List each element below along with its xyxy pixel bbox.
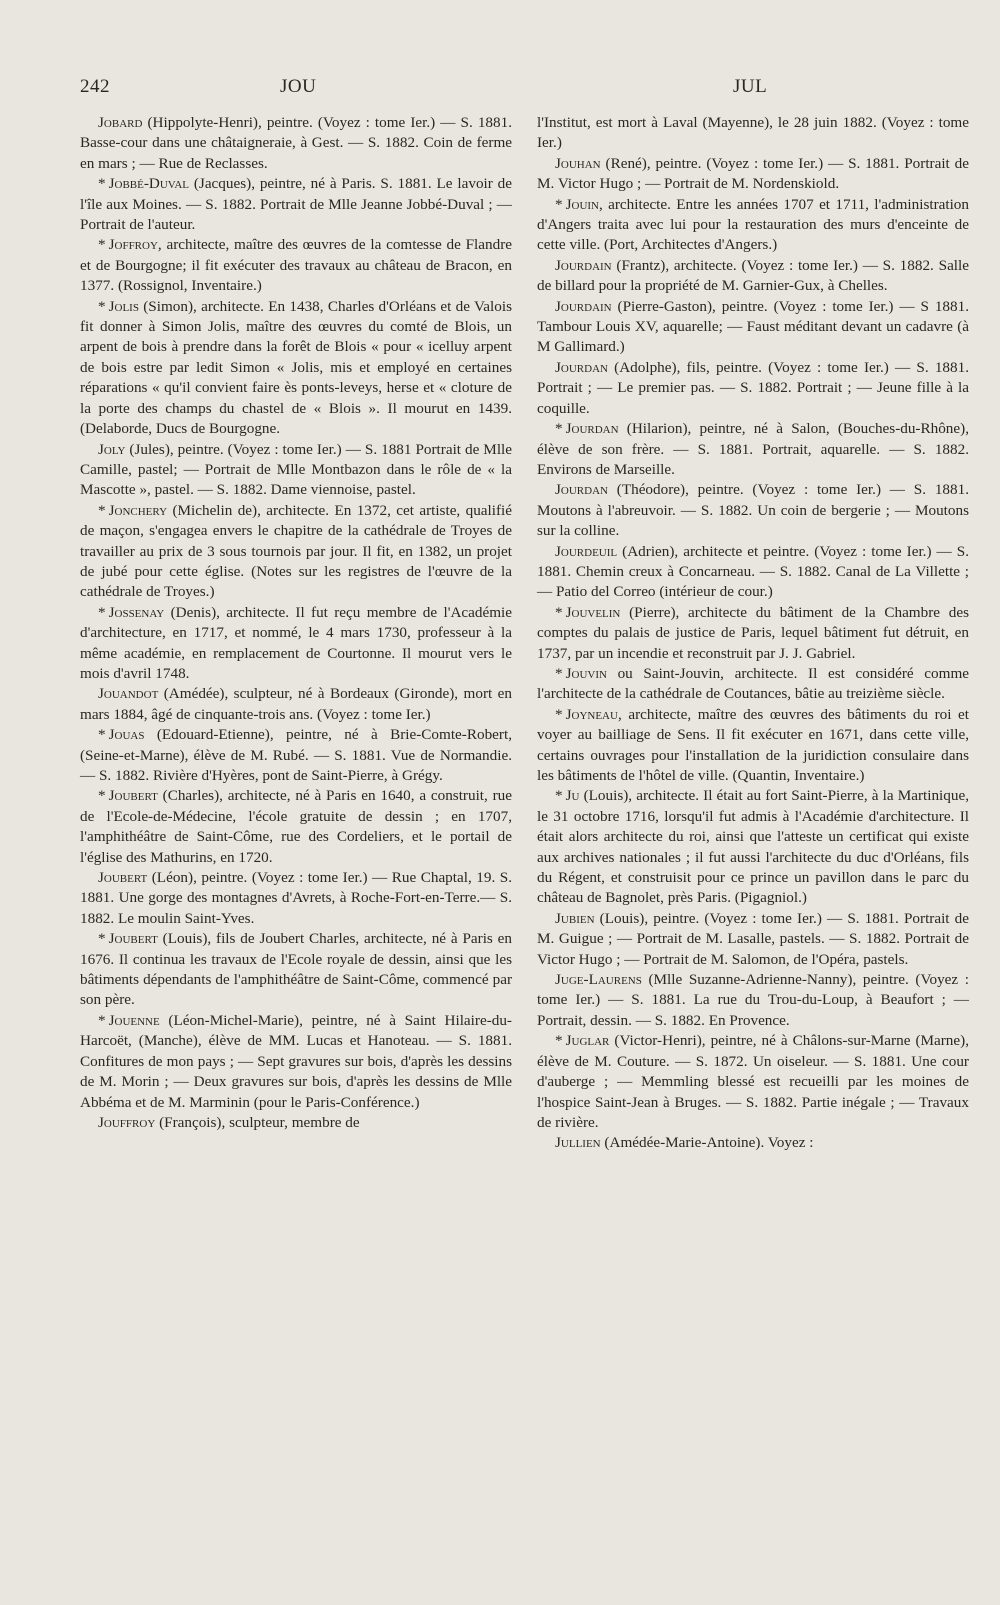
entry-text: (Adolphe), fils, peintre. (Voyez : tome Ier.) — S. 1881. Portrait ; — Le premier pas. — S. 1882. Portrait ; — Jeune fille à la coquille.	[537, 358, 969, 417]
entry-text: (Louis), fils de Joubert Charles, architecte, né à Paris en 1676. Il continua les travaux de l'Ecole royale de dessin, ainsi que les bâtiments dépendants de l'amphithéâtre de Saint-Côme, commencé par son père.	[80, 930, 512, 1009]
entry-text: (Jules), peintre. (Voyez : tome Ier.) — S. 1881 Portrait de Mlle Camille, pastel; — Portrait de Mlle Montbazon dans le rôle de « la Mascotte », pastel. — S. 1882. Dame viennoise, pastel.	[80, 440, 512, 499]
entry-text: , architecte, maître des œuvres de la comtesse de Flandre et de Bourgogne; il fit exécuter des travaux au château de Bracon, en 1377. (Rossignol, Inventaire.)	[80, 236, 512, 295]
entry-name: Jullien	[555, 1134, 601, 1152]
entry-asterisk: *	[555, 420, 563, 438]
entry-text: (Victor-Henri), peintre, né à Châlons-sur-Marne (Marne), élève de M. Couture. — S. 1872. Un oiseleur. — S. 1881. Une cour d'auberge ; — Memmling blessé est recueilli par les moines de l'hospice Saint-Jean à Bruges. — S. 1882. Partie inégale ; — Travaux de rivière.	[537, 1032, 969, 1131]
entry-asterisk: *	[98, 726, 106, 744]
entry-asterisk: *	[98, 1011, 106, 1029]
entry-name: Jouin	[565, 195, 599, 213]
entry-text: (Mlle Suzanne-Adrienne-Nanny), peintre. (Voyez : tome Ier.) — S. 1881. La rue du Trou-du-Loup, à Beaufort ; — Portrait, dessin. — S. 1882. En Provence.	[537, 971, 969, 1029]
running-head-left: JOU	[280, 76, 317, 97]
dictionary-entry	[537, 542, 969, 603]
dictionary-entry	[80, 501, 512, 603]
dictionary-entry	[537, 603, 969, 664]
entry-text: (Amédée), sculpteur, né à Bordeaux (Gironde), mort en mars 1884, âgé de cinquante-trois ans. (Voyez : tome Ier.)	[80, 685, 512, 723]
dictionary-entry	[80, 929, 512, 1011]
dictionary-entry	[537, 419, 969, 480]
dictionary-entry	[537, 113, 969, 154]
entry-text: (René), peintre. (Voyez : tome Ier.) — S. 1881. Portrait de M. Victor Hugo ; — Portrait de M. Nordenskiold.	[537, 154, 969, 193]
entry-text: (Hippolyte-Henri), peintre. (Voyez : tome Ier.) — S. 1881. Basse-cour dans une châtaigneraie, à Gest. — S. 1882. Coin de ferme en mars ; — Rue de Reclasses.	[80, 114, 512, 172]
dictionary-entry	[537, 1031, 969, 1133]
entry-name: Joly	[98, 440, 126, 458]
entry-text: , architecte, maître des œuvres des bâtiments du roi et voyer au bailliage de Sens. Il fit exécuter en 1671, dans cette ville, certains ouvrages pour l'installation de la juridiction consulaire dans les bâtiments de l'hôtel de ville. (Quantin, Inventaire.)	[537, 705, 969, 784]
entry-name: Joubert	[108, 930, 158, 948]
entry-text: (François), sculpteur, membre de	[155, 1113, 360, 1131]
dictionary-entry	[537, 909, 969, 970]
entry-text: (Charles), architecte, né à Paris en 1640, a construit, rue de l'Ecole-de-Médecine, l'école gratuite de dessin ; en 1707, l'amphithéâtre de Saint-Côme, rue des Cordeliers, et le portail de l'église des Mathurins, en 1720.	[80, 787, 512, 866]
entry-name: Jubien	[555, 909, 595, 927]
page-number: 242	[80, 76, 110, 97]
entry-name: Jouffroy	[98, 1113, 156, 1131]
entry-text: (Jacques), peintre, né à Paris. S. 1881. Le lavoir de l'île aux Moines. — S. 1882. Portrait de Mlle Jeanne Jobbé-Duval ; — Portrait de l'auteur.	[80, 175, 512, 234]
dictionary-entry	[537, 705, 969, 787]
dictionary-entry	[537, 480, 969, 541]
entry-text: , architecte. Entre les années 1707 et 1711, l'administration d'Angers traita avec lui pour la restauration des murs d'enceinte de cette ville. (Port, Architectes d'Angers.)	[537, 195, 969, 254]
dictionary-entry	[80, 603, 512, 685]
dictionary-entry	[537, 786, 969, 908]
dictionary-entry	[80, 868, 512, 929]
running-head-right: JUL	[733, 76, 768, 97]
entry-asterisk: *	[555, 603, 563, 621]
entry-text: (Louis), peintre. (Voyez : tome Ier.) — S. 1881. Portrait de M. Guigue ; — Portrait de M. Lasalle, pastels. — S. 1882. Portrait de Victor Hugo ; — Portrait de M. Salomon, de l'Opéra, pastels.	[537, 909, 969, 968]
entry-text: (Denis), architecte. Il fut reçu membre de l'Académie d'architecture, en 1717, et nommé, le 4 mars 1730, professeur à la même académie, en remplacement de Courtonne. Il mourut vers le mois d'avril 1748.	[80, 603, 512, 682]
entry-asterisk: *	[98, 297, 106, 315]
left-column	[80, 113, 512, 1133]
entry-asterisk: *	[98, 236, 106, 254]
entry-text: (Adrien), architecte et peintre. (Voyez : tome Ier.) — S. 1881. Chemin creux à Concarneau. — S. 1882. Canal de La Villette ; — Patio del Correo (intérieur de cour.)	[537, 542, 969, 601]
entry-name: Jouenne	[108, 1011, 160, 1029]
dictionary-entry	[80, 174, 512, 235]
right-column	[537, 113, 969, 1154]
entry-text: (Frantz), architecte. (Voyez : tome Ier.) — S. 1882. Salle de billard pour la propriété de M. Garnier-Gux, à Chelles.	[537, 256, 969, 295]
entry-name: Jourdan	[555, 481, 608, 499]
entry-name: Jourdeuil	[555, 542, 618, 560]
entry-text: (Léon-Michel-Marie), peintre, né à Saint Hilaire-du-Harcoët, (Manche), élève de MM. Lucas et Hanoteau. — S. 1881. Confitures de mon pays ; — Sept gravures sur bois, d'après les dessins de M. Morin ; — Deux gravures sur bois, d'après les dessins de Mlle Abbéma et de M. Marminin (pour le Paris-Conférence.)	[80, 1011, 512, 1111]
entry-text: (Théodore), peintre. (Voyez : tome Ier.) — S. 1881. Moutons à l'abreuvoir. — S. 1882. Un coin de bergerie ; — Moutons sur la colline.	[537, 481, 969, 540]
entry-name: Jouvelin	[565, 603, 621, 621]
entry-text: (Hilarion), peintre, né à Salon, (Bouches-du-Rhône), élève de son frère. — S. 1881. Portrait, aquarelle. — S. 1882. Environs de Marseille.	[537, 420, 969, 478]
entry-name: Jossenay	[108, 603, 165, 621]
entry-name: Joubert	[98, 869, 148, 887]
dictionary-entry	[80, 786, 512, 868]
entry-text: (Michelin de), architecte. En 1372, cet artiste, qualifié de maçon, s'engagea envers le chapitre de la cathédrale de Troyes de travailler au prix de 3 sous tournois par jour. Il fit, en 1382, un projet de jubé pour cette église. (Notes sur les registres de l'œuvre de la cathédrale de Troyes.)	[80, 501, 512, 601]
entry-name: Jouandot	[98, 685, 159, 703]
dictionary-entry	[537, 358, 969, 419]
dictionary-entry	[80, 684, 512, 725]
entry-text: (Pierre-Gaston), peintre. (Voyez : tome Ier.) — S 1881. Tambour Louis XV, aquarelle; — Faust méditant devant un cadavre (à M Gallimard.)	[537, 297, 969, 356]
entry-name: Jourdan	[565, 420, 619, 438]
entry-text: (Amédée-Marie-Antoine). Voyez :	[600, 1134, 814, 1152]
entry-name: Juglar	[565, 1032, 610, 1050]
entry-asterisk: *	[555, 787, 563, 805]
dictionary-entry	[80, 725, 512, 786]
dictionary-entry	[80, 297, 512, 440]
dictionary-entry	[537, 256, 969, 297]
dictionary-entry	[80, 1113, 512, 1133]
entry-name: Jourdain	[555, 256, 612, 274]
dictionary-entry	[537, 195, 969, 256]
dictionary-entry	[537, 664, 969, 705]
dictionary-entry	[80, 235, 512, 296]
entry-name: Jonchery	[108, 501, 168, 519]
dictionary-entry	[80, 440, 512, 501]
entry-asterisk: *	[98, 501, 106, 519]
dictionary-entry	[80, 1011, 512, 1113]
entry-asterisk: *	[98, 603, 106, 621]
entry-asterisk: *	[555, 705, 563, 723]
dictionary-entry	[80, 113, 512, 174]
entry-asterisk: *	[98, 175, 106, 193]
entry-name: Joyneau	[565, 705, 618, 723]
dictionary-entry	[537, 297, 969, 358]
entry-name: Jobard	[98, 114, 143, 131]
entry-text: (Léon), peintre. (Voyez : tome Ier.) — Rue Chaptal, 19. S. 1881. Une gorge des montagnes d'Avrets, à Roche-Fort-en-Terre.— S. 1882. Le moulin Saint-Yves.	[80, 869, 512, 927]
entry-name: Ju	[565, 787, 580, 805]
dictionary-entry	[537, 1133, 969, 1153]
entry-asterisk: *	[555, 664, 563, 682]
entry-text: (Pierre), architecte du bâtiment de la Chambre des comptes du palais de justice de Paris, lequel bâtiment fut détruit, en 1737, par un incendie et reconstruit par J. J. Gabriel.	[537, 603, 969, 662]
entry-name: Jobbé-Duval	[108, 175, 189, 193]
dictionary-entry	[537, 154, 969, 195]
entry-text: ou Saint-Jouvin, architecte. Il est considéré comme l'architecte de la cathédrale de Coutances, bâtie au treizième siècle.	[537, 664, 969, 703]
dictionary-entry	[537, 970, 969, 1031]
entry-name: Juge-Laurens	[555, 971, 642, 989]
entry-text: (Louis), architecte. Il était au fort Saint-Pierre, à la Martinique, le 31 octobre 1716, lorsqu'il fut admis à l'Académie d'architecture. Il était alors architecte du roi, ainsi que l'atteste un certificat qui existe aux archives nationales ; il fut aussi l'architecte du duc d'Orléans, fils du Régent, et construisit pour ce prince un pavillon dans le parc du château de Bagnolet, près Paris. (Pigagniol.)	[537, 787, 969, 907]
entry-name: Jouas	[108, 726, 145, 744]
entry-text: (Edouard-Etienne), peintre, né à Brie-Comte-Robert, (Seine-et-Marne), élève de M. Rubé. — S. 1881. Vue de Normandie. — S. 1882. Rivière d'Hyères, pont de Saint-Pierre, à Grégy.	[80, 726, 512, 784]
entry-asterisk: *	[555, 195, 563, 213]
entry-name: Joffroy	[108, 236, 158, 254]
entry-asterisk: *	[98, 787, 106, 805]
entry-name: Jouhan	[555, 154, 601, 172]
entry-text: l'Institut, est mort à Laval (Mayenne), le 28 juin 1882. (Voyez : tome Ier.)	[537, 114, 969, 152]
entry-asterisk: *	[98, 930, 106, 948]
entry-name: Jourdan	[555, 358, 608, 376]
entry-asterisk: *	[555, 1032, 563, 1050]
entry-name: Jolis	[108, 297, 139, 315]
entry-name: Jourdain	[555, 297, 612, 315]
entry-text: (Simon), architecte. En 1438, Charles d'Orléans et de Valois fit donner à Simon Jolis, maître des œuvres du comté de Blois, un arpent de bois à prendre dans la forêt de Blois « pour « icelluy arpent de bois estre par ledit Simon « Jolis, mis et employé en certaines réparations « qu'il convient faire ès ponts-leveys, herse et « cloture de la porte des champs du chastel de « Blois ». Il mourut en 1439. (Delaborde, Ducs de Bourgogne.	[80, 297, 512, 438]
entry-name: Jouvin	[565, 664, 607, 682]
entry-name: Joubert	[108, 787, 158, 805]
